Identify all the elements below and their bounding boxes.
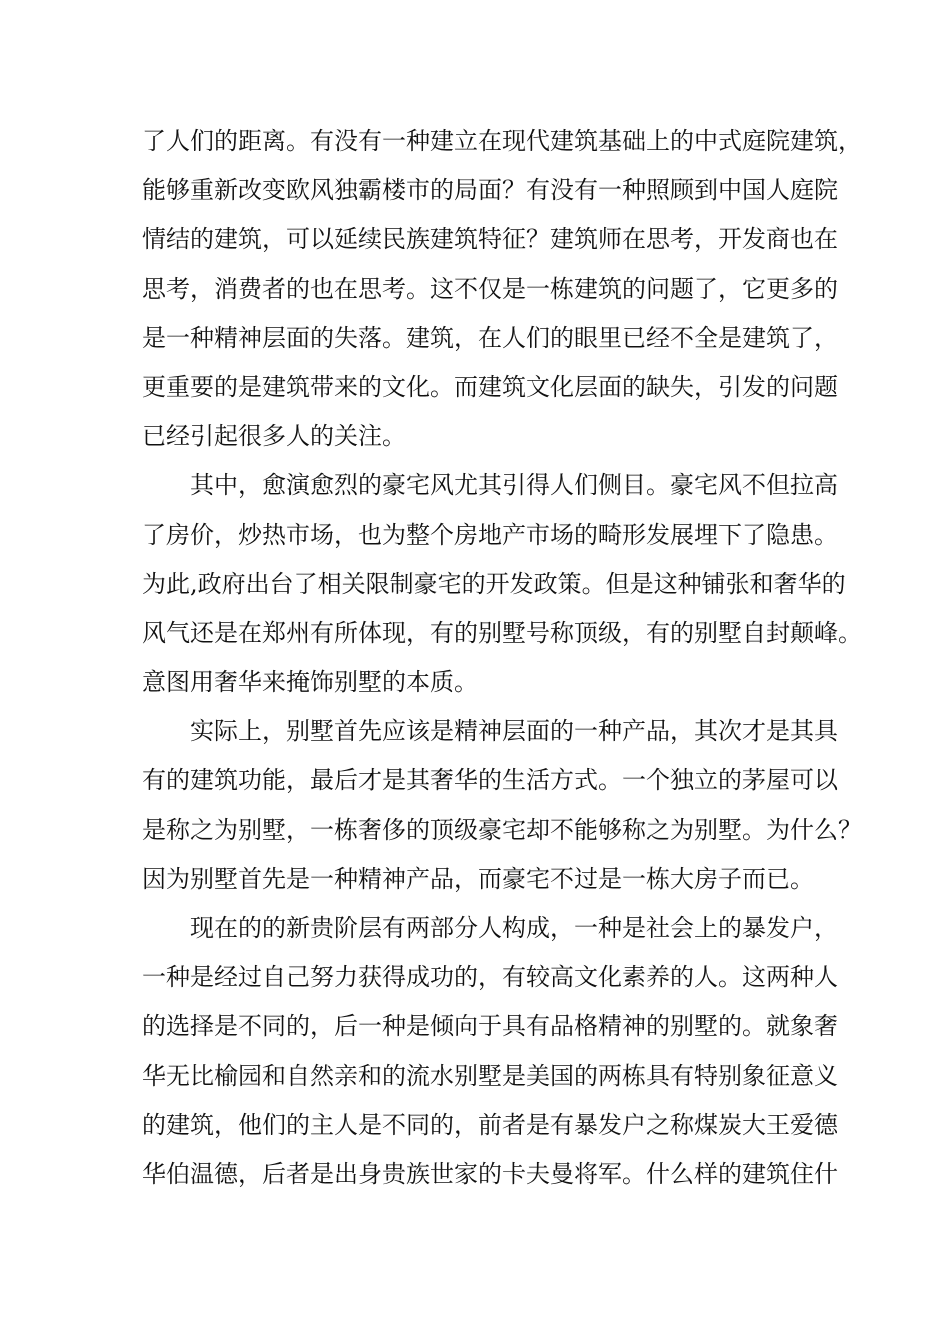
paragraph-3 [142,707,862,904]
text-line: 的选择是不同的，后一种是倾向于具有品格精神的别墅的。就象奢 [142,1012,838,1041]
text-line: 是称之为别墅，一栋奢侈的顶级豪宅却不能够称之为别墅。为什么？ [142,815,862,844]
text-line: 能够重新改变欧风独霸楼市的局面？有没有一种照顾到中国人庭院 [142,176,838,205]
text-line: 意图用奢华来掩饰别墅的本质。 [142,668,478,697]
text-line: 华伯温德，后者是出身贵族世家的卡夫曼将军。什么样的建筑住什 [142,1159,838,1188]
text-line: 了人们的距离。有没有一种建立在现代建筑基础上的中式庭院建筑， [142,127,862,155]
text-line: 的建筑，他们的主人是不同的，前者是有暴发户之称煤炭大王爱德 [142,1110,838,1139]
text-line: 现在的的新贵阶层有两部分人构成，一种是社会上的暴发户， [190,914,838,942]
text-line: 是一种精神层面的失落。建筑，在人们的眼里已经不全是建筑了， [142,323,838,352]
paragraph-2 [142,461,862,707]
text-line: 更重要的是建筑带来的文化。而建筑文化层面的缺失，引发的问题 [142,372,838,401]
text-line: 风气还是在郑州有所体现，有的别墅号称顶级，有的别墅自封颠峰。 [142,618,862,647]
text-line: 华无比榆园和自然亲和的流水别墅是美国的两栋具有特别象征意义 [142,1061,838,1090]
text-line: 情结的建筑，可以延续民族建筑特征？建筑师在思考，开发商也在 [142,225,838,254]
text-line: 为此,政府出台了相关限制豪宅的开发政策。但是这种铺张和奢华的 [142,569,846,598]
text-line: 实际上，别墅首先应该是精神层面的一种产品，其次才是其具 [190,717,838,746]
text-line: 有的建筑功能，最后才是其奢华的生活方式。一个独立的茅屋可以 [142,766,838,795]
text-line: 一种是经过自己努力获得成功的，有较高文化素养的人。这两种人 [142,963,838,992]
body-text [142,117,862,1199]
paragraph-1 [142,117,862,461]
text-line: 因为别墅首先是一种精神产品，而豪宅不过是一栋大房子而已。 [142,864,814,893]
text-line: 已经引起很多人的关注。 [142,422,406,451]
paragraph-4 [142,904,838,1199]
text-line: 其中，愈演愈烈的豪宅风尤其引得人们侧目。豪宅风不但拉高 [190,471,838,500]
text-line: 思考，消费者的也在思考。这不仅是一栋建筑的问题了，它更多的 [142,274,838,303]
text-line: 了房价，炒热市场，也为整个房地产市场的畸形发展埋下了隐患。 [142,520,838,549]
